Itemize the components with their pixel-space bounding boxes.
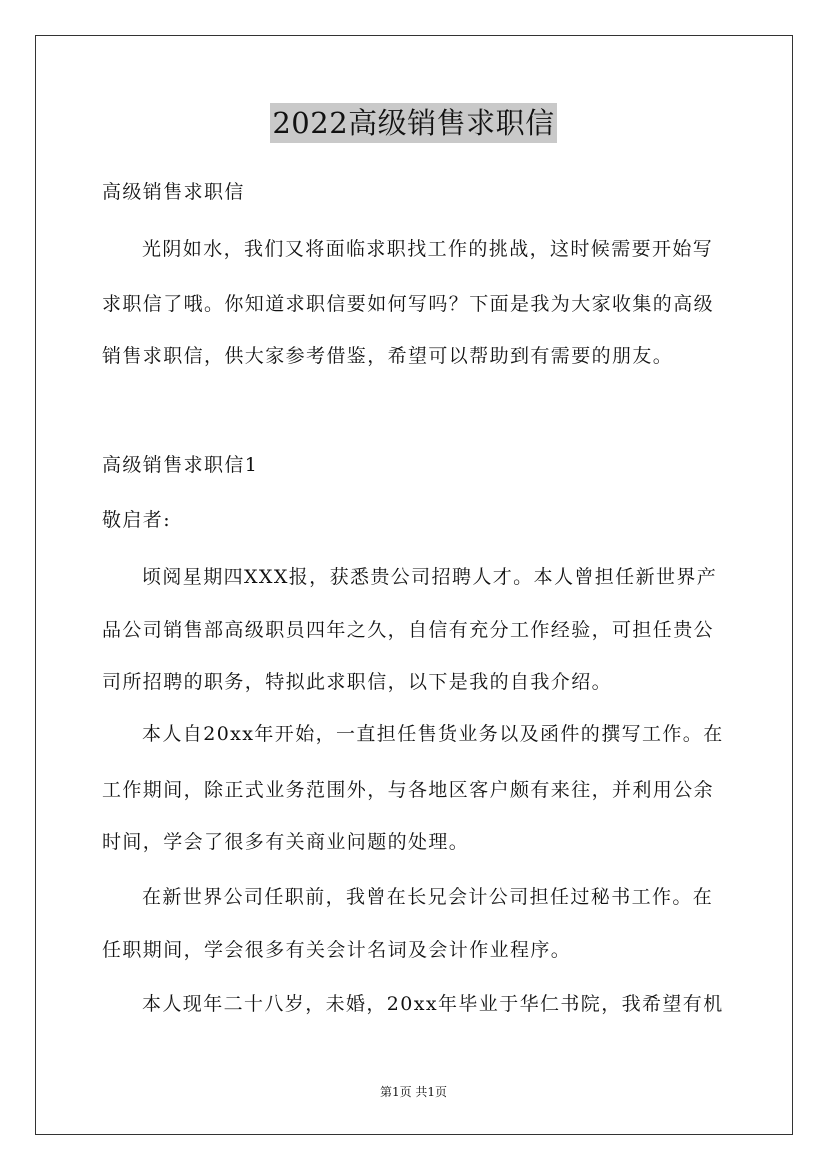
body-line: 司所招聘的职务，特拟此求职信，以下是我的自我介绍。 (102, 671, 613, 693)
body-line: 时间，学会了很多有关商业问题的处理。 (102, 831, 470, 853)
body-line: 本人自20xx年开始，一直担任售货业务以及函件的撰写工作。在 (142, 723, 724, 745)
title-area (0, 103, 827, 143)
document-title: 2022高级销售求职信 (270, 103, 556, 143)
intro-line: 光阴如水，我们又将面临求职找工作的挑战，这时候需要开始写 (142, 238, 714, 260)
body-line: 顷阅星期四XXX报，获悉贵公司招聘人才。本人曾担任新世界产 (142, 566, 718, 588)
subtitle: 高级销售求职信 (102, 181, 245, 203)
body-line: 本人现年二十八岁，未婚，20xx年毕业于华仁书院，我希望有机 (142, 993, 724, 1015)
intro-line: 求职信了哦。你知道求职信要如何写吗？下面是我为大家收集的高级 (102, 293, 715, 315)
body-line: 品公司销售部高级职员四年之久，自信有充分工作经验，可担任贵公 (102, 619, 715, 641)
page-footer: 第1页 共1页 (379, 1085, 448, 1099)
body-line: 在新世界公司任职前，我曾在长兄会计公司担任过秘书工作。在 (142, 886, 714, 908)
body-line: 任职期间，学会很多有关会计名词及会计作业程序。 (102, 939, 572, 961)
body-line: 工作期间，除正式业务范围外，与各地区客户颇有来往，并利用公余 (102, 779, 715, 801)
section-heading: 高级销售求职信1 (102, 454, 259, 476)
salutation: 敬启者: (102, 509, 172, 531)
intro-line: 销售求职信，供大家参考借鉴，希望可以帮助到有需要的朋友。 (102, 345, 674, 367)
